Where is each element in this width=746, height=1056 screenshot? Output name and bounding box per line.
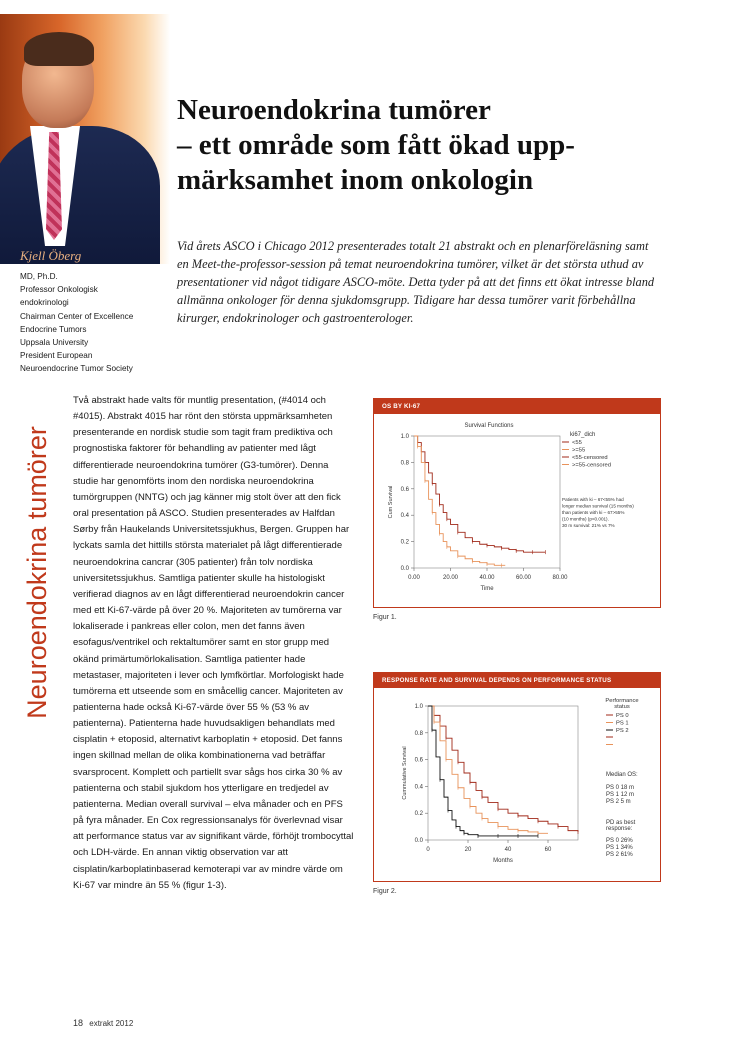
annotation-line: than patients with ki – 67>55%	[562, 510, 625, 515]
legend-title: ki67_dich	[570, 432, 596, 438]
article-lead: Vid årets ASCO i Chicago 2012 presenterades totalt 21 abstrakt och en plenarföreläsning samt en Meet-the-professor-session på temat neuroendokrina tumörer, vilket är det största uthud av presentationer vid något tidigare ASCO-möte. Detta tyder på att det finns ett ökat intresse bland allmänna onkologer för denna sjukdomsgrupp. Tidigare har dessa tumörer varit förbehållna kirurger, endokrinologer och gastroenterologer.	[177, 239, 655, 325]
x-tick-label: 20	[464, 847, 472, 853]
pd-line: PS 1 34%	[606, 845, 633, 851]
y-tick-label: 0.2	[400, 539, 409, 546]
x-tick-label: 80.00	[552, 575, 568, 581]
median-line: PS 2 5 m	[606, 799, 631, 805]
y-tick-label: 0.6	[400, 486, 409, 493]
y-tick-label: 0.4	[414, 784, 423, 791]
legend-title: Performance	[605, 698, 639, 704]
author-name: Kjell Öberg	[20, 248, 82, 263]
y-axis-label: Cum Survival	[388, 485, 394, 519]
pd-title: PD as best	[606, 820, 636, 826]
title-line: märksamhet inom onkologin	[177, 164, 534, 196]
legend-label: >=55	[572, 447, 586, 454]
bio-line: Professor Onkologisk	[20, 285, 98, 295]
article-body: Två abstrakt hade valts för muntlig presentation, (#4014 och #4015). Abstrakt 4015 har rönt den största uppmärksamheten presenterande en nordisk studie som tagit fram prediktiva och prognostiska faktorer för behandling av patienter med lågt differentierade neuroendokrina tumörer (G3-tumörer). Denna studie har genomförts inom den nordiska neuroendokrina tumörgruppen (NNTG) och jag känner mig stolt över att den fick oral presentation på ASCO. Studien presenterades av Halfdan Sørby från Haukelands Universitetssjukhus, Bergen. Gruppen har lyckats samla det hittills största materialet på lågt differentierade neuroendokrina cancrar (305 patienter) från tolv nordiska universitetssjukhus. Samtliga patienter skulle ha histologiskt verifierad diagnos av en lågt differentierad neuroendokrin cancer med ett Ki-67-värde på över 20 %. Majoriteten av tumörerna var lokaliserade i pankreas eller colon, men det fanns även esofagus/ventrikel och rektaltumörer samt en stor grupp med okänd primärtumörlokalisation. Samtliga patienter hade metastaser, majoriteten i lever och lymfkörtlar. Morfologiskt hade tumörerna ett utseende som en småcellig cancer. Majoriteten av patienterna hade också Ki-67-värde över 55 % (53 % av patienterna). Patienterna hade huvudsakligen behandlats med cisplatin + etoposid, alternativt karboplatin + etoposid. Det fanns ingen skillnad mellan de olika kombinationerna vad beträffar svarsprocent. Komplett och partiellt svar sågs hos cirka 30 % av patienterna och stabil sjukdom hos ytterligare en tredjedel av patienterna. Median overall survival – elva månader och en PFS på fyra månader. En Cox regressionsanalys för överlevnad visar att performance status var av signifikant värde, förhöjt trombocyttal och LDH-värde. En annan viktig observation var att cisplatin/karboplatinbaserad kemoterapi var av mindre värde om Ki-67 var mindre än 55 % (figur 1-3).	[73, 395, 354, 891]
bio-line: President European	[20, 351, 93, 361]
y-tick-label: 0.0	[414, 838, 423, 844]
figure-2-caption: Figur 2.	[373, 888, 397, 895]
title-line: Neuroendokrina tumörer	[177, 94, 491, 126]
median-line: PS 0 18 m	[606, 785, 635, 791]
x-tick-label: 40.00	[479, 575, 495, 581]
y-tick-label: 0.2	[414, 811, 423, 818]
bio-line: Neuroendocrine Tumor Society	[20, 364, 133, 374]
photo-hair	[24, 32, 94, 66]
bio-line: Chairman Center of Excellence	[20, 311, 134, 321]
legend-label: <55	[572, 440, 582, 446]
legend-label: <55-censored	[572, 455, 608, 461]
legend-label: PS 1	[616, 720, 629, 727]
figure-1-header: OS BY KI-67	[374, 399, 660, 414]
plot-frame	[428, 706, 578, 840]
annotation-line: (10 months) (p<0.001).	[562, 516, 609, 522]
photo-suit	[0, 126, 160, 264]
series-line-PS2	[428, 706, 538, 836]
title-line: – ett område som fått ökad upp-	[177, 129, 575, 161]
series-line-PS0	[428, 706, 578, 832]
author-photo	[0, 14, 170, 264]
y-tick-label: 0.0	[400, 566, 409, 572]
y-tick-label: 1.0	[400, 434, 409, 440]
bio-line: Uppsala University	[20, 338, 89, 348]
x-tick-label: 0.00	[408, 575, 420, 581]
x-tick-label: 60	[544, 847, 552, 853]
x-tick-label: 0	[426, 847, 430, 853]
legend-label: PS 2	[616, 728, 629, 734]
y-tick-label: 0.4	[400, 513, 409, 520]
figure-1-chart	[374, 414, 660, 607]
median-title: Median OS:	[606, 772, 638, 778]
plot-frame	[414, 436, 560, 568]
bio-line: endokrinologi	[20, 298, 69, 308]
series-line-55	[414, 436, 545, 552]
pd-line: PS 0 26%	[606, 838, 633, 844]
page-number: 18	[73, 1018, 84, 1028]
pd-line: PS 2 61%	[606, 852, 633, 858]
legend-title: status	[614, 704, 630, 710]
publication-name: extrakt 2012	[89, 1019, 134, 1028]
x-axis-label: Time	[480, 586, 494, 592]
article-title	[177, 93, 697, 198]
annotation-line: longer median survival (15 months)	[562, 503, 634, 509]
x-axis-label: Months	[493, 858, 513, 864]
median-line: PS 1 12 m	[606, 792, 635, 798]
legend-label: PS 0	[616, 713, 629, 719]
y-tick-label: 0.6	[414, 757, 423, 764]
author-bio	[20, 270, 170, 376]
section-label	[16, 400, 58, 745]
page-footer	[73, 1018, 133, 1028]
annotation-line: 30 m survival: 21% vs 7%	[562, 523, 615, 528]
y-axis-label: Cummulative Survival	[402, 746, 408, 800]
annotation-line: Patients with ki – 67<55% had	[562, 497, 624, 502]
series-line-PS1	[428, 706, 548, 833]
figure-2-chart	[374, 688, 660, 881]
section-label-text: Neuroendokrina tumörer	[22, 426, 52, 719]
legend-label: >=55-censored	[572, 462, 611, 469]
bio-line: MD, Ph.D.	[20, 272, 58, 281]
y-tick-label: 1.0	[414, 704, 423, 710]
x-tick-label: 40	[504, 847, 512, 853]
x-tick-label: 60.00	[515, 575, 532, 581]
pd-title: response:	[606, 826, 633, 832]
bio-line: Endocrine Tumors	[20, 324, 87, 334]
plot-title: Survival Functions	[464, 423, 514, 429]
x-tick-label: 20.00	[442, 575, 459, 581]
y-tick-label: 0.8	[414, 730, 423, 737]
figure-1-caption: Figur 1.	[373, 614, 397, 621]
figure-2-header: RESPONSE RATE AND SURVIVAL DEPENDS ON PERFORMANCE STATUS	[374, 673, 660, 688]
figure-1	[373, 398, 661, 608]
y-tick-label: 0.8	[400, 460, 409, 467]
figure-2	[373, 672, 661, 882]
